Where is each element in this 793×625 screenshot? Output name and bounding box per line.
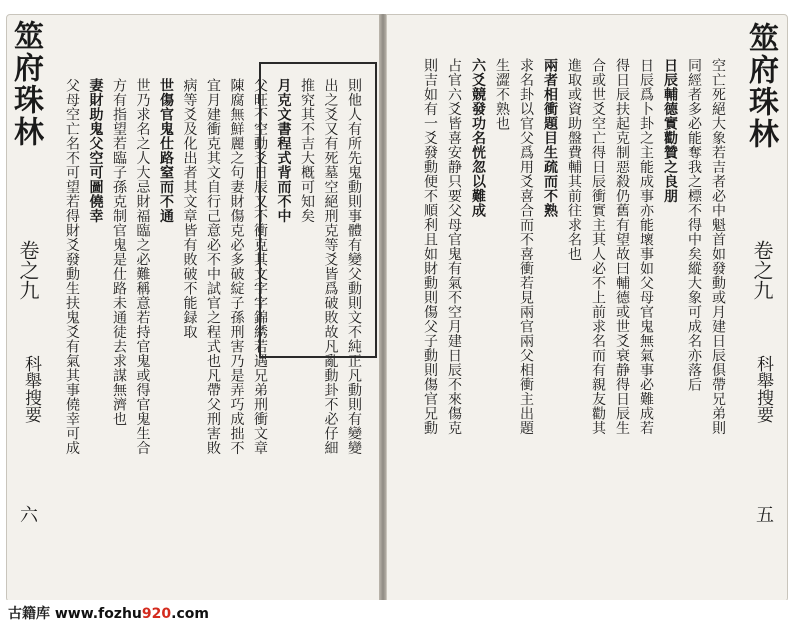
left-page-section: 科舉搜要 (21, 355, 41, 423)
site-url-prefix: www.fozhu (54, 606, 142, 622)
text-column: 得日辰扶起克制惡殺仍舊有望故曰輔德或世爻衰静得日辰生 (614, 58, 630, 435)
text-column: 則他人有所先鬼動則事體有變父動則文不純正凡動則有變變 (346, 78, 362, 455)
text-column: 進取或資助盤費輔其前往求名也 (566, 58, 582, 261)
text-column: 父母空亡名不可望若得財爻發動生扶鬼爻有氣其事僥幸可成 (64, 78, 80, 455)
right-page-chapter: 卷之九 (750, 240, 774, 300)
text-column: 世乃求名之人大忌財福臨之必難稱意若持官鬼或得官鬼生合 (134, 78, 151, 455)
text-column: 陳腐無鮮麗之句妻財傷克必多破綻子孫刑害乃是弄巧成拙不 (228, 78, 245, 455)
left-page-number: 六 (17, 505, 38, 523)
site-url-suffix: .com (171, 606, 209, 622)
text-column: 占官六爻皆喜安静只要父母官鬼有氣不空月建日辰不來傷克 (446, 58, 462, 435)
text-column: 方有指望若臨子孫克制官鬼是仕路未通徒去求謀無濟也 (111, 78, 127, 426)
text-column: 父旺不空動爻日辰又不衝克其文字字錦綉若遇兄弟刑衝文章 (252, 78, 268, 455)
text-column: 空亡死絕大象若吉者必中魁首如發動或月建日辰俱帶兄弟則 (710, 58, 726, 435)
text-column: 推究其不吉大槪可知矣 (299, 78, 315, 223)
text-column: 合或世爻空亡得日辰衝實主其人必不上前求名而有親友勸其 (590, 58, 606, 435)
text-column: 日辰爲卜卦之主能成事亦能壞事如父母官鬼無氣事必難成若 (638, 58, 654, 435)
text-column: 同經者多必能奪我之標不得中矣縱大象可成名亦落后 (686, 58, 702, 392)
site-name: 古籍库 (8, 606, 50, 622)
text-column: 則吉如有一爻發動便不順利且如財動則傷父子動則傷官兄動 (422, 58, 438, 435)
right-page-number: 五 (753, 505, 774, 523)
section-heading-column: 月克文書程式背而不中 (275, 78, 292, 223)
site-watermark (8, 603, 209, 623)
text-column: 生澀不熟也 (494, 58, 510, 131)
left-page-chapter: 卷之九 (16, 240, 40, 300)
section-heading-column: 兩者相衝題目生疏而不熟 (542, 58, 558, 218)
site-footer (0, 600, 793, 625)
section-heading-column: 日辰輔德實勸贊之良朋 (662, 58, 678, 203)
text-column: 求名卦以官父爲用爻喜合而不喜衝若見兩官兩父相衝主出題 (518, 58, 534, 435)
text-column: 病等爻及化出者其文章皆有敗破不能録取 (181, 78, 198, 339)
left-page-title: 筮府珠林 (8, 20, 43, 148)
right-page-section: 科舉搜要 (753, 355, 773, 423)
section-heading-column: 世傷官鬼仕路窒而不通 (158, 78, 174, 223)
text-column: 出之爻又有死墓空絕刑克等爻皆爲破敗故凡亂動卦不必仔細 (322, 78, 339, 455)
right-page-title: 筮府珠林 (743, 22, 778, 150)
section-heading-column: 六爻競發功名恍忽以難成 (470, 58, 486, 218)
site-url-number: 920 (141, 606, 172, 622)
section-heading-column: 妻財助鬼父空可圖僥幸 (87, 78, 104, 223)
text-column: 宜月建衝克其文自行己意必不中試官之程式也凡帶父刑害敗 (205, 78, 221, 455)
